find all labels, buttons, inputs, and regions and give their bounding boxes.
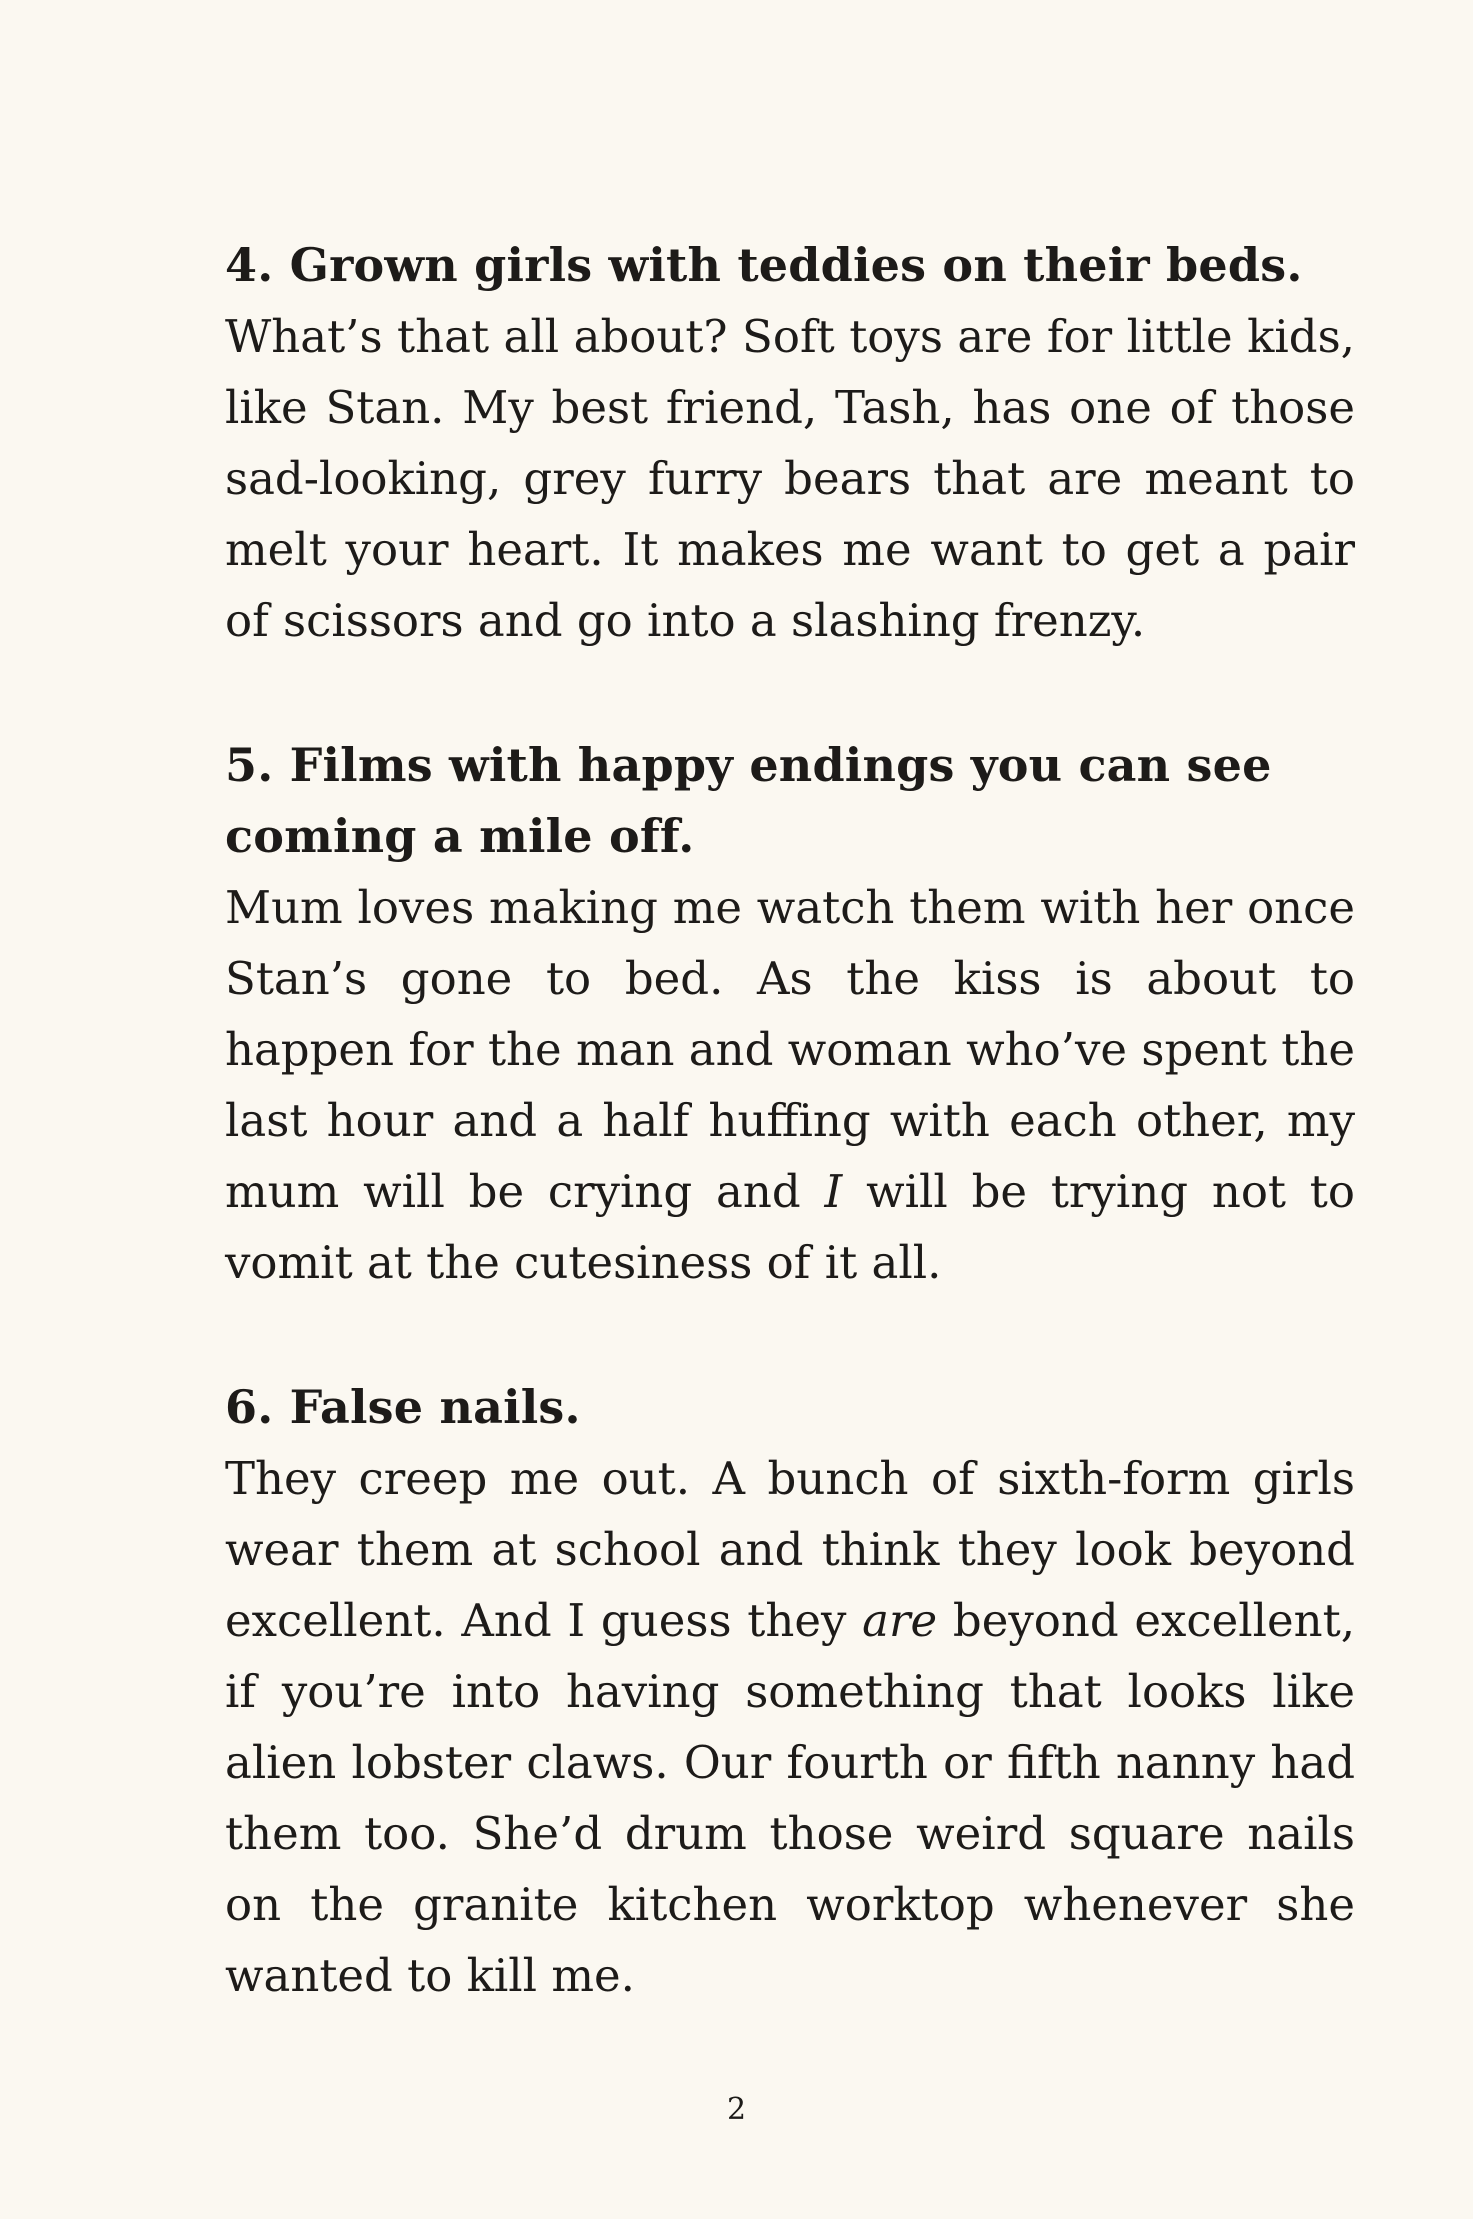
list-entry-5 <box>225 730 1355 1298</box>
page-number: 2 <box>726 2092 747 2127</box>
entry-body <box>225 872 1355 1298</box>
entry-body-text: Mum loves making me watch them with her once Stan’s gone to bed. As the kiss is about to happen for the man and woman who’ve spent the last hour and a half huffing with each other, my mum will be crying and <box>225 881 1355 1218</box>
entry-body-text: They creep me out. A bunch of sixth-form girls wear them at school and think they look beyond excellent. And I guess they <box>225 1452 1355 1647</box>
entry-heading: 5. Films with happy endings you can see coming a mile off. <box>225 738 1272 863</box>
list-entry-4 <box>225 230 1355 656</box>
entry-body-text: beyond excellent, if you’re into having something that looks like alien lobster claws. Our fourth or fifth nanny had them too. She’d drum those weird square nails on the granite kitchen worktop whenever she wanted to kill me. <box>225 1594 1356 2002</box>
entry-body-text: will be trying not to vomit at the cutesiness of it all. <box>225 1165 1355 1289</box>
entry-body <box>225 301 1355 656</box>
list-entry-6 <box>225 1372 1355 2011</box>
entry-body-text: What’s that all about? Soft toys are for little kids, like Stan. My best friend, Tash, has one of those sad-looking, grey furry bears that are meant to melt your heart. It makes me want to get a pair of scissors and go into a slashing frenzy. <box>225 310 1355 647</box>
entry-body-emphasis: are <box>862 1594 938 1647</box>
entry-heading: 6. False nails. <box>225 1380 581 1434</box>
entry-body <box>225 1443 1355 2011</box>
entry-body-emphasis: I <box>824 1165 843 1218</box>
entry-heading: 4. Grown girls with teddies on their beds. <box>225 238 1303 292</box>
